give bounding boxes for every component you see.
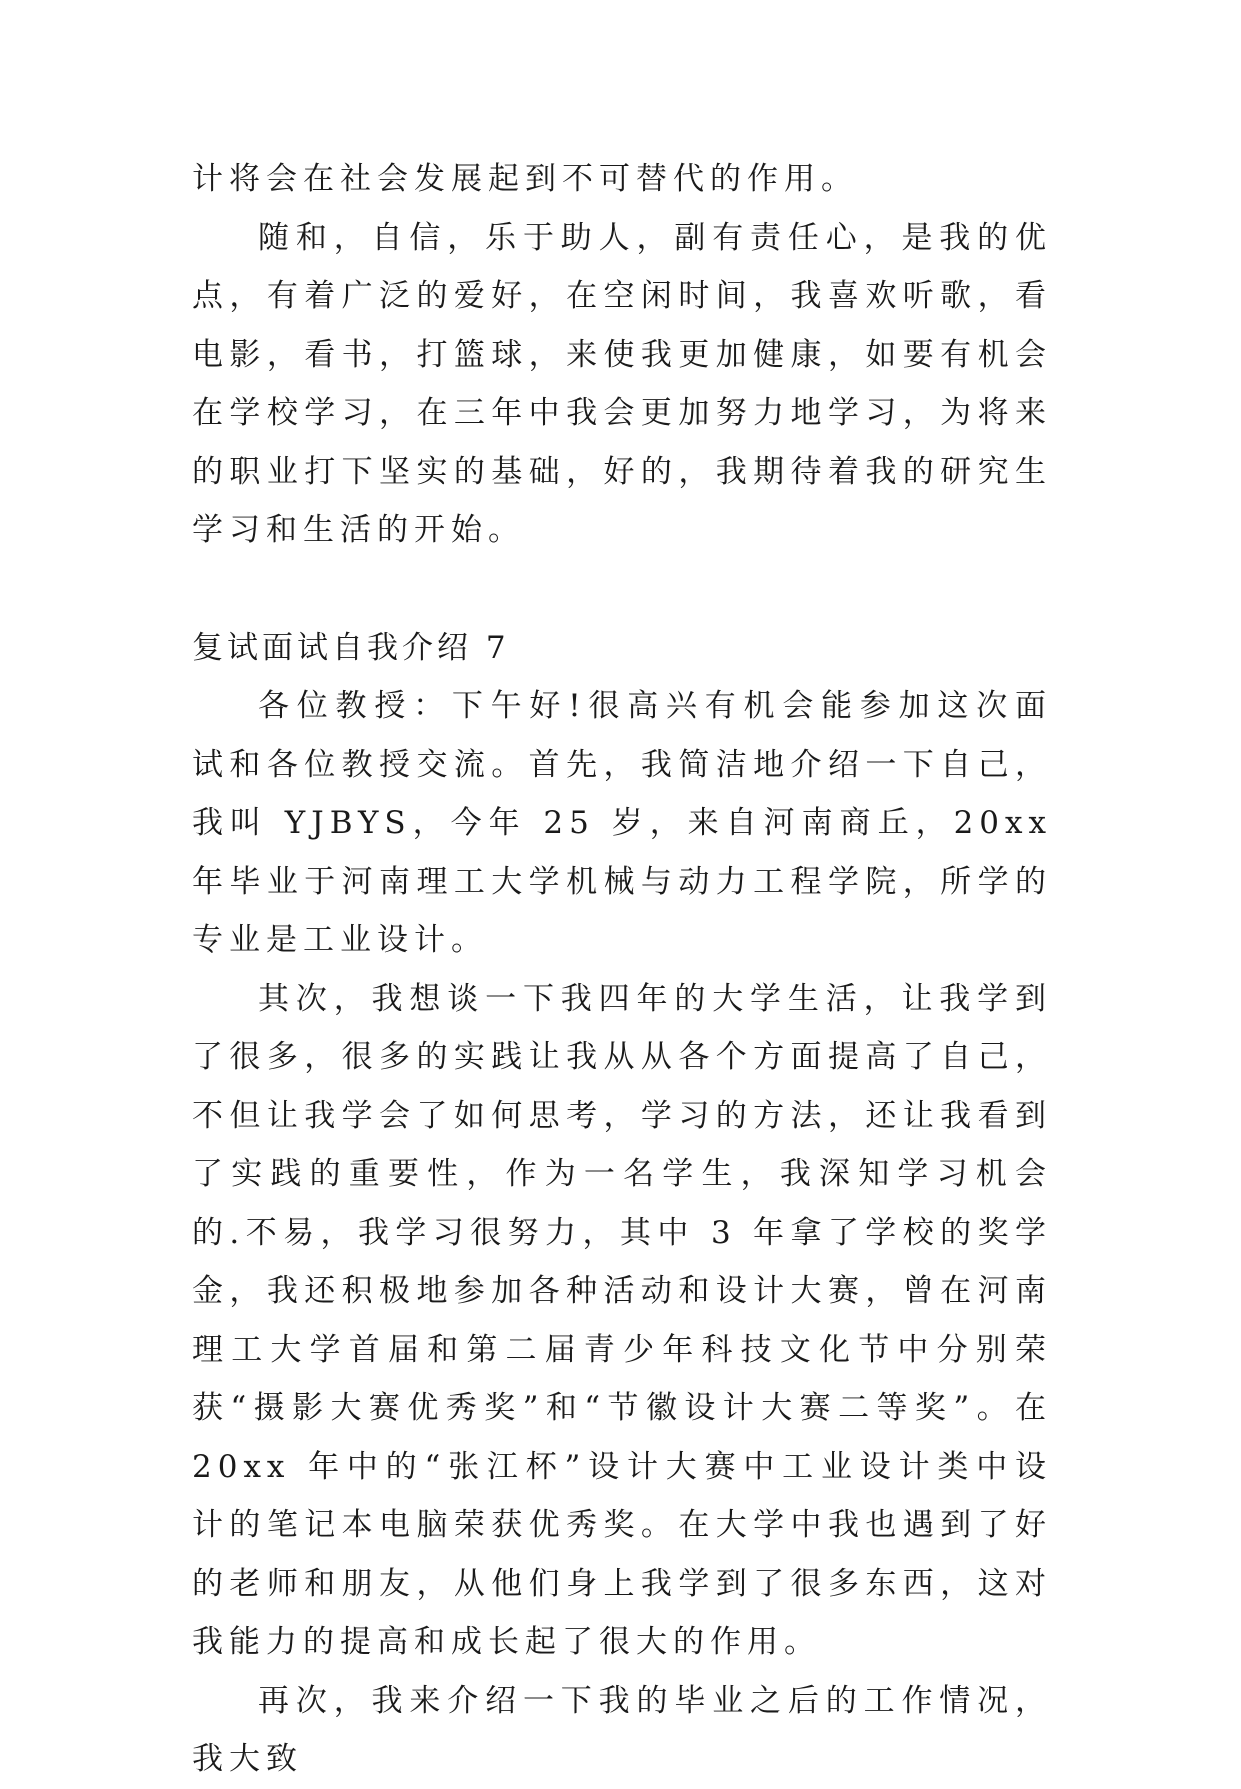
- section-title: 复试面试自我介绍 7: [192, 629, 510, 666]
- paragraph-personal-traits: 随和，自信，乐于助人，副有责任心，是我的优点，有着广泛的爱好，在空闲时间，我喜欢听歌，看电影，看书，打篮球，来使我更加健康，如要有机会在学校学习，在三年中我会更加努力地学习，为将来的职业打下坚实的基础，好的，我期待着我的研究生学习和生活的开始。: [192, 219, 1052, 548]
- document-body: [192, 150, 1052, 1789]
- paragraph-work-experience: 再次，我来介绍一下我的毕业之后的工作情况，我大致: [192, 1682, 1052, 1777]
- paragraph-continuation: 计将会在社会发展起到不可替代的作用。: [192, 161, 858, 197]
- paragraph-university-life: 其次，我想谈一下我四年的大学生活，让我学到了很多，很多的实践让我从从各个方面提高了自己，不但让我学会了如何思考，学习的方法，还让我看到了实践的重要性，作为一名学生，我深知学习机会的.不易，我学习很努力，其中 3 年拿了学校的奖学金，我还积极地参加各种活动和设计大赛，曾在河南理工大学首届和第二届青少年科技文化节中分别荣获“摄影大赛优秀奖”和“节徽设计大赛二等奖”。在 20xx 年中的“张江杯”设计大赛中工业设计类中设计的笔记本电脑荣获优秀奖。在大学中我也遇到了好的老师和朋友，从他们身上我学到了很多东西，这对我能力的提高和成长起了很大的作用。: [192, 980, 1052, 1660]
- paragraph-greeting: 各位教授：下午好!很高兴有机会能参加这次面试和各位教授交流。首先，我简洁地介绍一下自己，我叫 YJBYS，今年 25 岁，来自河南商丘，20xx 年毕业于河南理工大学机械与动力工程学院，所学的专业是工业设计。: [192, 688, 1052, 958]
